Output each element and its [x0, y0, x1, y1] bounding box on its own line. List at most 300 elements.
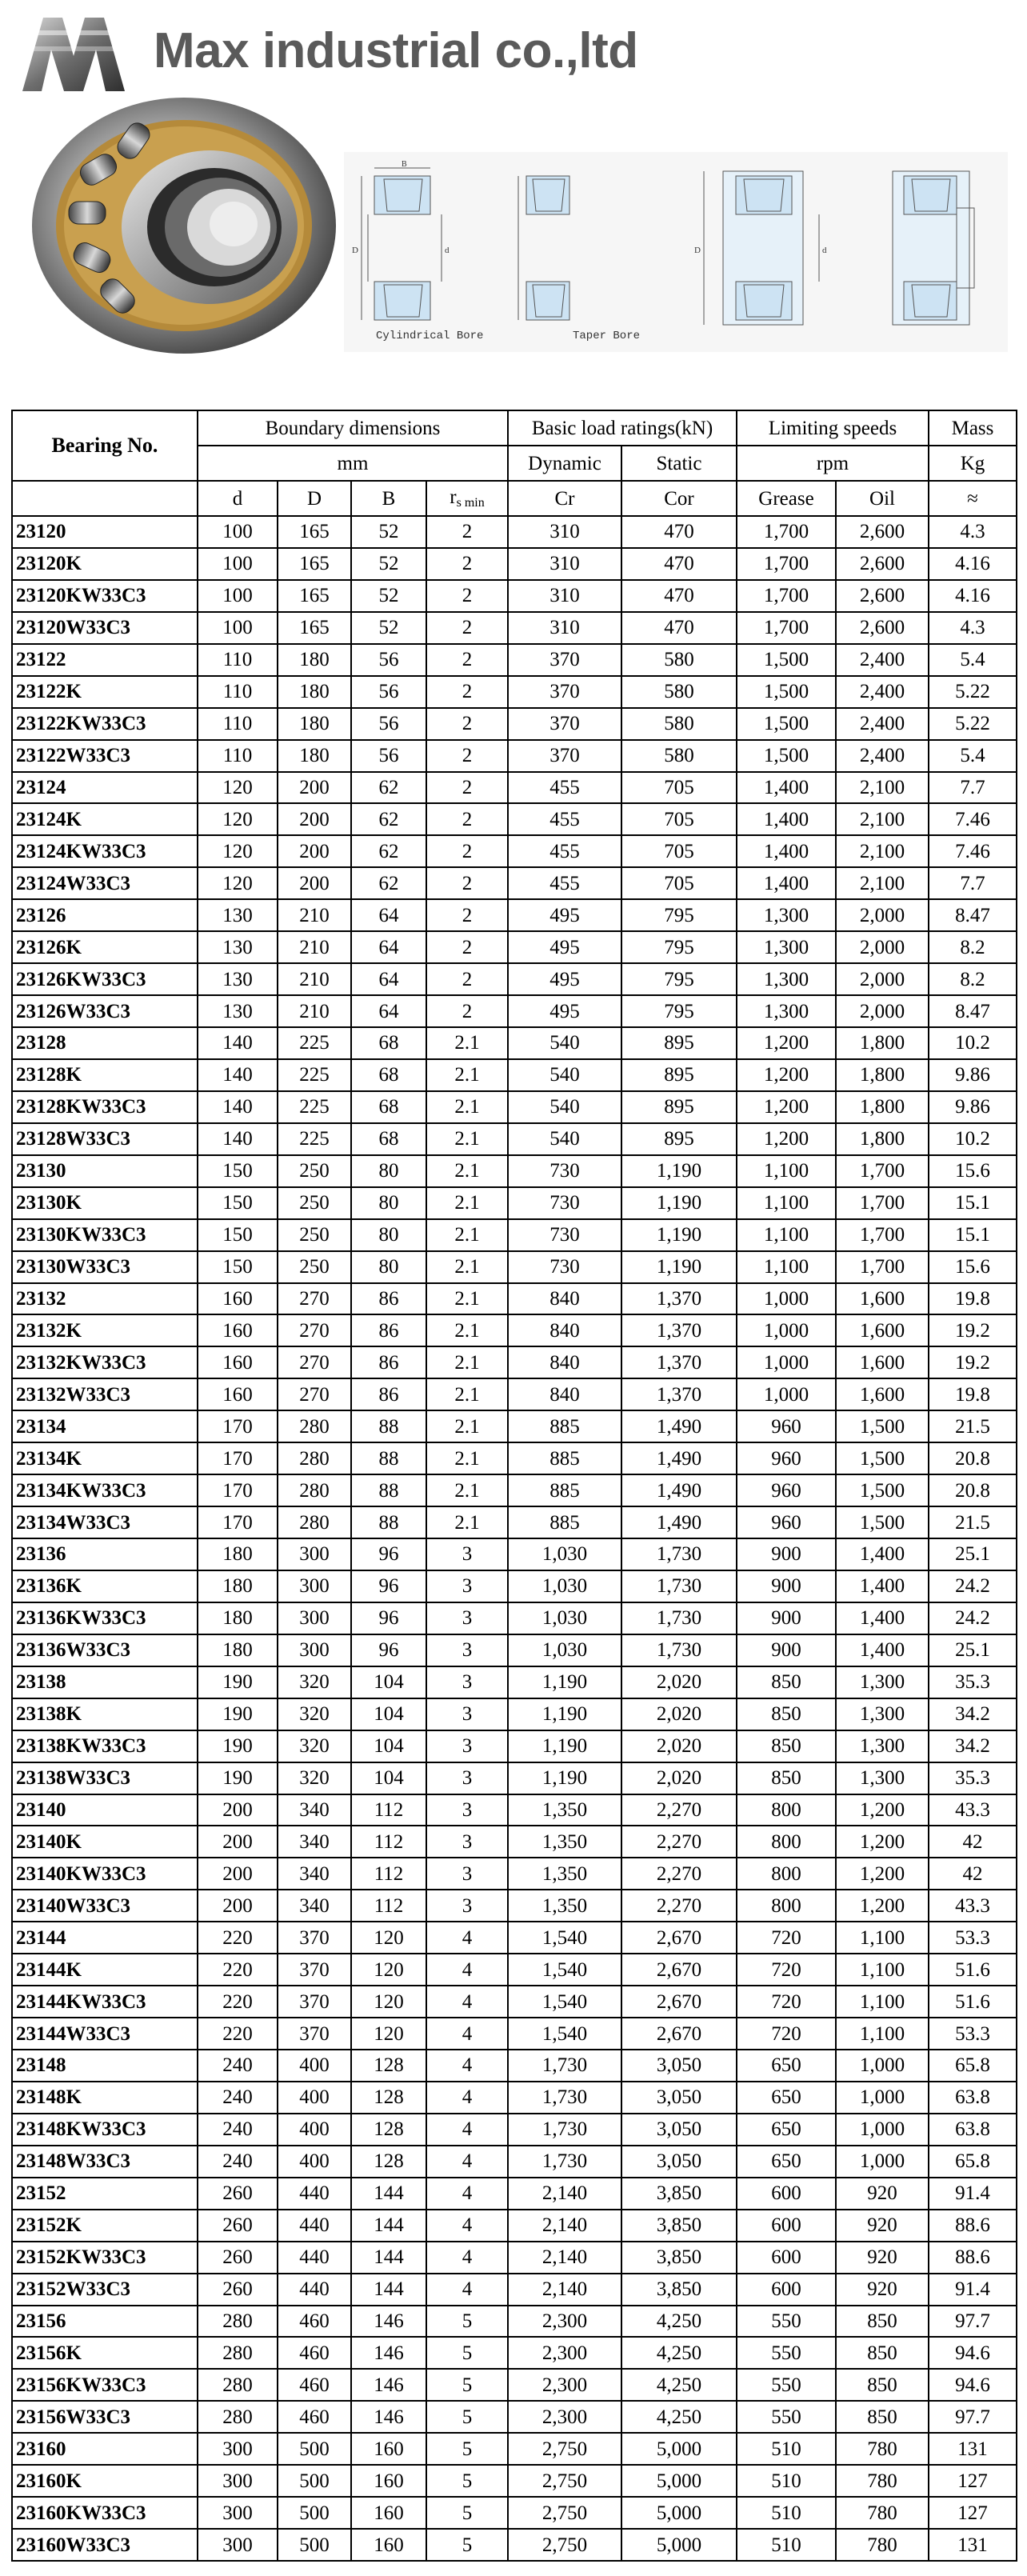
cell-rs-min: 2.1 [426, 1474, 508, 1506]
table-row [12, 1155, 1017, 1187]
cell-outer-diameter-D: 440 [278, 2210, 351, 2242]
table-row [12, 1027, 1017, 1059]
cell-speed-oil: 1,400 [836, 1538, 929, 1570]
table-row [12, 2146, 1017, 2178]
mounting-diagram [691, 160, 835, 336]
cell-speed-oil: 780 [836, 2465, 929, 2497]
cell-dynamic-cr: 495 [508, 931, 621, 963]
cell-outer-diameter-D: 500 [278, 2465, 351, 2497]
cell-mass-kg: 9.86 [929, 1059, 1017, 1091]
cell-speed-oil: 1,600 [836, 1283, 929, 1315]
cell-bore-d: 180 [198, 1570, 278, 1602]
cell-mass-kg: 131 [929, 2433, 1017, 2465]
cell-speed-grease: 1,200 [737, 1123, 836, 1155]
cell-speed-grease: 650 [737, 2114, 836, 2146]
cell-bearing-no: 23156W33C3 [12, 2401, 198, 2433]
cell-speed-oil: 2,100 [836, 772, 929, 804]
cell-outer-diameter-D: 225 [278, 1059, 351, 1091]
table-row [12, 995, 1017, 1027]
cell-bore-d: 180 [198, 1634, 278, 1666]
cell-outer-diameter-D: 300 [278, 1570, 351, 1602]
cell-width-B: 62 [351, 803, 426, 835]
cell-width-B: 120 [351, 1986, 426, 2018]
cell-width-B: 160 [351, 2497, 426, 2529]
cell-mass-kg: 63.8 [929, 2082, 1017, 2114]
cell-outer-diameter-D: 340 [278, 1858, 351, 1890]
cell-speed-oil: 1,300 [836, 1698, 929, 1730]
cell-dynamic-cr: 2,140 [508, 2242, 621, 2274]
cell-dynamic-cr: 885 [508, 1506, 621, 1538]
cell-mass-kg: 7.7 [929, 772, 1017, 804]
cell-mass-kg: 25.1 [929, 1634, 1017, 1666]
cell-bore-d: 110 [198, 676, 278, 708]
cell-rs-min: 5 [426, 2433, 508, 2465]
cell-bearing-no: 23122K [12, 676, 198, 708]
cell-speed-grease: 1,700 [737, 548, 836, 580]
table-row [12, 1826, 1017, 1858]
table-row [12, 580, 1017, 612]
cell-static-cor: 4,250 [621, 2369, 737, 2401]
cell-mass-kg: 20.8 [929, 1442, 1017, 1474]
table-row [12, 1570, 1017, 1602]
cell-outer-diameter-D: 270 [278, 1283, 351, 1315]
table-row [12, 1794, 1017, 1826]
table-row [12, 2497, 1017, 2529]
cell-speed-grease: 600 [737, 2210, 836, 2242]
cell-dynamic-cr: 1,190 [508, 1698, 621, 1730]
cell-mass-kg: 94.6 [929, 2337, 1017, 2369]
cell-bearing-no: 23152KW33C3 [12, 2242, 198, 2274]
header-boundary-unit: mm [198, 446, 508, 481]
cell-speed-grease: 1,200 [737, 1027, 836, 1059]
cell-speed-grease: 900 [737, 1602, 836, 1634]
cell-dynamic-cr: 495 [508, 995, 621, 1027]
cell-bearing-no: 23140W33C3 [12, 1890, 198, 1922]
table-row [12, 644, 1017, 676]
header-speeds-unit: rpm [737, 446, 929, 481]
cell-width-B: 146 [351, 2369, 426, 2401]
cell-rs-min: 4 [426, 1954, 508, 1986]
cell-mass-kg: 24.2 [929, 1602, 1017, 1634]
cell-speed-oil: 1,100 [836, 1986, 929, 2018]
cell-speed-oil: 1,200 [836, 1890, 929, 1922]
cell-mass-kg: 19.8 [929, 1283, 1017, 1315]
cell-speed-grease: 1,700 [737, 516, 836, 548]
cell-bore-d: 140 [198, 1123, 278, 1155]
cell-speed-oil: 2,000 [836, 899, 929, 931]
cell-bearing-no: 23148 [12, 2050, 198, 2082]
header-mass: Mass [929, 410, 1017, 446]
cell-rs-min: 2 [426, 580, 508, 612]
cell-dynamic-cr: 370 [508, 708, 621, 740]
cell-dynamic-cr: 1,540 [508, 2018, 621, 2050]
cell-rs-min: 3 [426, 1794, 508, 1826]
cell-speed-oil: 2,100 [836, 835, 929, 867]
cell-speed-grease: 1,200 [737, 1091, 836, 1123]
cell-bore-d: 100 [198, 580, 278, 612]
cell-width-B: 96 [351, 1570, 426, 1602]
cell-outer-diameter-D: 165 [278, 516, 351, 548]
cell-outer-diameter-D: 460 [278, 2337, 351, 2369]
cell-speed-grease: 1,400 [737, 803, 836, 835]
cell-outer-diameter-D: 200 [278, 803, 351, 835]
cell-rs-min: 3 [426, 1698, 508, 1730]
cell-dynamic-cr: 1,030 [508, 1538, 621, 1570]
cell-rs-min: 4 [426, 2274, 508, 2306]
header-bearing-no: Bearing No. [12, 410, 198, 481]
cell-mass-kg: 5.22 [929, 676, 1017, 708]
cell-dynamic-cr: 1,030 [508, 1602, 621, 1634]
cell-bearing-no: 23132W33C3 [12, 1378, 198, 1410]
cell-width-B: 128 [351, 2114, 426, 2146]
cell-bearing-no: 23120KW33C3 [12, 580, 198, 612]
cell-static-cor: 2,670 [621, 2018, 737, 2050]
cell-mass-kg: 19.2 [929, 1346, 1017, 1378]
cell-bore-d: 130 [198, 931, 278, 963]
cell-rs-min: 3 [426, 1890, 508, 1922]
cell-rs-min: 2.1 [426, 1251, 508, 1283]
cell-outer-diameter-D: 270 [278, 1314, 351, 1346]
cell-dynamic-cr: 2,300 [508, 2401, 621, 2433]
table-row [12, 740, 1017, 772]
cell-bearing-no: 23152W33C3 [12, 2274, 198, 2306]
cell-dynamic-cr: 310 [508, 580, 621, 612]
cell-bore-d: 140 [198, 1091, 278, 1123]
cell-speed-grease: 1,400 [737, 772, 836, 804]
table-row [12, 2210, 1017, 2242]
cell-speed-grease: 850 [737, 1762, 836, 1794]
bearing-spec-table [11, 410, 1017, 2562]
header-rs: r [450, 486, 457, 508]
cell-speed-grease: 1,300 [737, 899, 836, 931]
cell-dynamic-cr: 1,540 [508, 1954, 621, 1986]
cell-outer-diameter-D: 400 [278, 2082, 351, 2114]
table-row [12, 772, 1017, 804]
table-row [12, 2274, 1017, 2306]
cell-outer-diameter-D: 280 [278, 1410, 351, 1442]
cell-mass-kg: 4.3 [929, 612, 1017, 644]
cell-outer-diameter-D: 370 [278, 2018, 351, 2050]
cell-rs-min: 4 [426, 2146, 508, 2178]
cell-outer-diameter-D: 180 [278, 676, 351, 708]
cell-speed-oil: 2,100 [836, 867, 929, 899]
cell-speed-oil: 1,600 [836, 1346, 929, 1378]
cell-static-cor: 795 [621, 995, 737, 1027]
header-grease: Grease [737, 481, 836, 516]
cell-dynamic-cr: 840 [508, 1346, 621, 1378]
cell-bearing-no: 23136KW33C3 [12, 1602, 198, 1634]
cell-rs-min: 2 [426, 612, 508, 644]
cell-bore-d: 240 [198, 2050, 278, 2082]
cell-outer-diameter-D: 320 [278, 1762, 351, 1794]
cell-dynamic-cr: 2,750 [508, 2497, 621, 2529]
cell-mass-kg: 35.3 [929, 1666, 1017, 1698]
header-rs-min [426, 481, 508, 516]
cell-width-B: 96 [351, 1634, 426, 1666]
cell-static-cor: 895 [621, 1027, 737, 1059]
cell-outer-diameter-D: 210 [278, 995, 351, 1027]
cell-width-B: 128 [351, 2146, 426, 2178]
cell-speed-grease: 800 [737, 1890, 836, 1922]
cell-width-B: 112 [351, 1826, 426, 1858]
cell-speed-oil: 1,400 [836, 1602, 929, 1634]
cell-mass-kg: 24.2 [929, 1570, 1017, 1602]
cell-mass-kg: 7.46 [929, 803, 1017, 835]
cell-rs-min: 5 [426, 2529, 508, 2561]
svg-text:D: D [694, 246, 701, 255]
cell-bore-d: 120 [198, 835, 278, 867]
cell-width-B: 146 [351, 2306, 426, 2338]
cell-static-cor: 2,020 [621, 1666, 737, 1698]
cell-static-cor: 3,050 [621, 2082, 737, 2114]
cell-static-cor: 3,050 [621, 2050, 737, 2082]
table-row [12, 867, 1017, 899]
cell-static-cor: 3,050 [621, 2114, 737, 2146]
header-dynamic: Dynamic [508, 446, 621, 481]
cell-rs-min: 2 [426, 835, 508, 867]
cell-bore-d: 220 [198, 1986, 278, 2018]
taper-bore-label: Taper Bore [573, 330, 641, 342]
cell-rs-min: 4 [426, 1922, 508, 1954]
cell-dynamic-cr: 370 [508, 740, 621, 772]
cell-static-cor: 1,370 [621, 1314, 737, 1346]
cell-outer-diameter-D: 340 [278, 1794, 351, 1826]
cell-static-cor: 2,670 [621, 1986, 737, 2018]
cell-rs-min: 2.1 [426, 1155, 508, 1187]
table-row [12, 1283, 1017, 1315]
cell-width-B: 80 [351, 1219, 426, 1251]
cell-bearing-no: 23152K [12, 2210, 198, 2242]
cell-width-B: 160 [351, 2433, 426, 2465]
cell-dynamic-cr: 2,750 [508, 2465, 621, 2497]
table-row [12, 2465, 1017, 2497]
cell-dynamic-cr: 310 [508, 548, 621, 580]
cell-static-cor: 5,000 [621, 2465, 737, 2497]
cell-outer-diameter-D: 280 [278, 1506, 351, 1538]
cell-width-B: 88 [351, 1410, 426, 1442]
cell-speed-grease: 720 [737, 1922, 836, 1954]
cell-speed-oil: 1,300 [836, 1666, 929, 1698]
cell-bore-d: 100 [198, 612, 278, 644]
cell-speed-grease: 850 [737, 1666, 836, 1698]
cell-speed-grease: 960 [737, 1474, 836, 1506]
cell-outer-diameter-D: 280 [278, 1442, 351, 1474]
cell-width-B: 112 [351, 1890, 426, 1922]
cell-width-B: 86 [351, 1346, 426, 1378]
cell-bearing-no: 23136W33C3 [12, 1634, 198, 1666]
cell-static-cor: 705 [621, 803, 737, 835]
cell-bore-d: 160 [198, 1283, 278, 1315]
cell-dynamic-cr: 1,350 [508, 1794, 621, 1826]
bearing-image [24, 90, 344, 362]
cell-width-B: 68 [351, 1059, 426, 1091]
cell-width-B: 86 [351, 1378, 426, 1410]
cell-static-cor: 1,490 [621, 1506, 737, 1538]
cell-speed-grease: 550 [737, 2337, 836, 2369]
cell-static-cor: 2,270 [621, 1890, 737, 1922]
cell-mass-kg: 53.3 [929, 2018, 1017, 2050]
cell-speed-grease: 1,500 [737, 740, 836, 772]
cell-outer-diameter-D: 500 [278, 2529, 351, 2561]
cell-bore-d: 140 [198, 1027, 278, 1059]
cell-mass-kg: 34.2 [929, 1698, 1017, 1730]
cell-static-cor: 3,850 [621, 2242, 737, 2274]
cell-speed-oil: 780 [836, 2433, 929, 2465]
table-row [12, 1442, 1017, 1474]
cell-static-cor: 3,850 [621, 2178, 737, 2210]
cell-rs-min: 3 [426, 1538, 508, 1570]
cell-outer-diameter-D: 400 [278, 2146, 351, 2178]
cell-speed-grease: 960 [737, 1506, 836, 1538]
cell-width-B: 80 [351, 1187, 426, 1219]
cell-dynamic-cr: 310 [508, 612, 621, 644]
table-row [12, 1922, 1017, 1954]
cell-bore-d: 120 [198, 867, 278, 899]
cell-bearing-no: 23122 [12, 644, 198, 676]
cell-bore-d: 170 [198, 1442, 278, 1474]
cell-speed-grease: 800 [737, 1858, 836, 1890]
cell-dynamic-cr: 885 [508, 1410, 621, 1442]
cell-static-cor: 5,000 [621, 2433, 737, 2465]
cell-static-cor: 2,270 [621, 1826, 737, 1858]
bearing-spec-table-wrap [11, 410, 1016, 2562]
cell-outer-diameter-D: 320 [278, 1666, 351, 1698]
cell-width-B: 88 [351, 1442, 426, 1474]
cell-bearing-no: 23128KW33C3 [12, 1091, 198, 1123]
cell-width-B: 64 [351, 931, 426, 963]
cell-mass-kg: 20.8 [929, 1474, 1017, 1506]
header-load-ratings: Basic load ratings(kN) [508, 410, 737, 446]
cell-mass-kg: 51.6 [929, 1954, 1017, 1986]
cell-static-cor: 1,730 [621, 1634, 737, 1666]
cell-dynamic-cr: 885 [508, 1474, 621, 1506]
table-row [12, 1986, 1017, 2018]
cell-speed-grease: 1,300 [737, 963, 836, 995]
cell-bore-d: 240 [198, 2114, 278, 2146]
cell-rs-min: 2 [426, 931, 508, 963]
cell-outer-diameter-D: 370 [278, 1954, 351, 1986]
cell-bore-d: 300 [198, 2433, 278, 2465]
cell-static-cor: 1,490 [621, 1474, 737, 1506]
cell-bore-d: 300 [198, 2465, 278, 2497]
cell-rs-min: 2 [426, 963, 508, 995]
cell-speed-oil: 1,300 [836, 1762, 929, 1794]
cell-width-B: 128 [351, 2050, 426, 2082]
cell-width-B: 144 [351, 2178, 426, 2210]
cell-bearing-no: 23120K [12, 548, 198, 580]
cell-speed-grease: 1,700 [737, 580, 836, 612]
table-row [12, 1410, 1017, 1442]
cell-dynamic-cr: 540 [508, 1027, 621, 1059]
cell-rs-min: 4 [426, 1986, 508, 2018]
cell-dynamic-cr: 2,750 [508, 2529, 621, 2561]
cell-bearing-no: 23160W33C3 [12, 2529, 198, 2561]
svg-text:D: D [352, 246, 358, 255]
table-row [12, 1954, 1017, 1986]
cell-mass-kg: 25.1 [929, 1538, 1017, 1570]
cell-speed-grease: 1,500 [737, 644, 836, 676]
cell-bearing-no: 23130K [12, 1187, 198, 1219]
cell-rs-min: 3 [426, 1762, 508, 1794]
cell-speed-oil: 1,500 [836, 1506, 929, 1538]
cell-bore-d: 220 [198, 1922, 278, 1954]
table-row [12, 612, 1017, 644]
cell-dynamic-cr: 1,540 [508, 1986, 621, 2018]
header-d: d [198, 481, 278, 516]
cell-bore-d: 260 [198, 2178, 278, 2210]
table-row [12, 1378, 1017, 1410]
cell-width-B: 88 [351, 1474, 426, 1506]
cell-static-cor: 470 [621, 516, 737, 548]
cell-speed-grease: 1,500 [737, 708, 836, 740]
cell-outer-diameter-D: 300 [278, 1634, 351, 1666]
cell-static-cor: 895 [621, 1123, 737, 1155]
cell-speed-grease: 510 [737, 2529, 836, 2561]
cell-outer-diameter-D: 250 [278, 1187, 351, 1219]
cell-dynamic-cr: 2,750 [508, 2433, 621, 2465]
cell-bore-d: 300 [198, 2529, 278, 2561]
cell-mass-kg: 43.3 [929, 1890, 1017, 1922]
table-row [12, 1506, 1017, 1538]
cell-static-cor: 795 [621, 899, 737, 931]
cell-dynamic-cr: 1,190 [508, 1666, 621, 1698]
cell-dynamic-cr: 730 [508, 1219, 621, 1251]
cell-bore-d: 110 [198, 644, 278, 676]
cell-rs-min: 2 [426, 676, 508, 708]
cell-width-B: 80 [351, 1155, 426, 1187]
cell-mass-kg: 53.3 [929, 1922, 1017, 1954]
table-row [12, 2018, 1017, 2050]
cell-speed-grease: 1,100 [737, 1187, 836, 1219]
table-row [12, 1730, 1017, 1762]
table-row [12, 1314, 1017, 1346]
cell-speed-grease: 1,100 [737, 1251, 836, 1283]
cell-speed-grease: 900 [737, 1570, 836, 1602]
cell-speed-grease: 850 [737, 1730, 836, 1762]
cell-speed-oil: 1,000 [836, 2082, 929, 2114]
cell-speed-grease: 1,300 [737, 931, 836, 963]
cell-bore-d: 260 [198, 2274, 278, 2306]
cell-speed-oil: 1,100 [836, 1922, 929, 1954]
cell-bearing-no: 23138KW33C3 [12, 1730, 198, 1762]
cell-mass-kg: 88.6 [929, 2242, 1017, 2274]
table-row [12, 676, 1017, 708]
cell-bore-d: 280 [198, 2306, 278, 2338]
cell-rs-min: 2.1 [426, 1027, 508, 1059]
cell-speed-grease: 600 [737, 2274, 836, 2306]
cell-rs-min: 4 [426, 2178, 508, 2210]
cell-width-B: 68 [351, 1123, 426, 1155]
cell-static-cor: 470 [621, 580, 737, 612]
table-row [12, 516, 1017, 548]
table-row [12, 1219, 1017, 1251]
cell-width-B: 64 [351, 995, 426, 1027]
cell-outer-diameter-D: 210 [278, 899, 351, 931]
cell-speed-grease: 510 [737, 2465, 836, 2497]
header-oil: Oil [836, 481, 929, 516]
cell-rs-min: 2.1 [426, 1314, 508, 1346]
cell-rs-min: 2.1 [426, 1346, 508, 1378]
adapter-sleeve-diagram [877, 160, 1005, 336]
cell-speed-grease: 510 [737, 2497, 836, 2529]
cell-bearing-no: 23120W33C3 [12, 612, 198, 644]
cell-bore-d: 180 [198, 1602, 278, 1634]
cell-dynamic-cr: 2,300 [508, 2337, 621, 2369]
cell-speed-grease: 550 [737, 2401, 836, 2433]
cell-bearing-no: 23148KW33C3 [12, 2114, 198, 2146]
spec-table-body [12, 516, 1017, 2561]
cell-speed-grease: 1,300 [737, 995, 836, 1027]
